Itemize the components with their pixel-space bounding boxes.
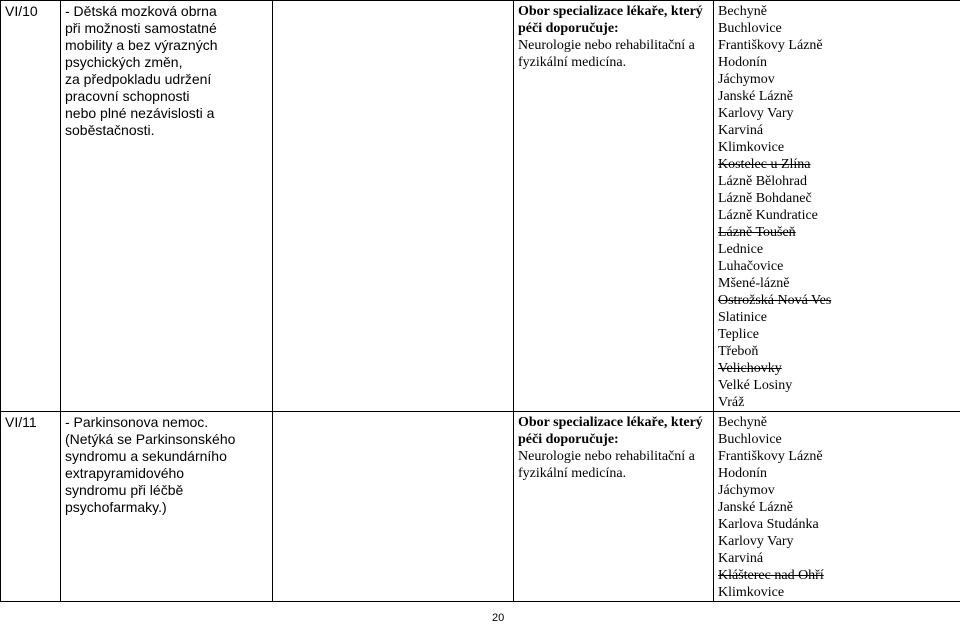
diagnosis-line: syndromu při léčbě (65, 482, 184, 498)
diagnosis-line: extrapyramidového (65, 465, 185, 481)
spa-place: Jáchymov (718, 483, 775, 498)
spa-place: Bechyně (718, 4, 767, 19)
spa-place: Velké Losiny (718, 378, 793, 393)
spa-place: Třeboň (718, 344, 759, 359)
page-number: 20 (492, 612, 505, 624)
spa-place-struck: Ostrožská Nová Ves (718, 293, 832, 308)
diagnosis-line: - Parkinsonova nemoc. (65, 414, 209, 430)
spa-place: Mšené-lázně (718, 276, 790, 291)
indication-code: VI/10 (1, 1, 61, 412)
spa-place: Buchlovice (718, 21, 782, 36)
spa-place: Karviná (718, 551, 764, 566)
empty-cell (273, 412, 514, 602)
spa-place: Lednice (718, 242, 764, 257)
diagnosis-line: mobility a bez výrazných (65, 37, 218, 53)
spa-place: Františkovy Lázně (718, 38, 823, 53)
diagnosis-line: za předpokladu udržení (65, 71, 212, 87)
spa-place: Hodonín (718, 55, 767, 70)
spa-place: Karviná (718, 123, 764, 138)
diagnosis-line: při možnosti samostatné (65, 20, 217, 36)
diagnosis-line: (Netýká se Parkinsonského (65, 431, 236, 447)
spa-place-struck: Velichovky (718, 361, 782, 376)
spa-place: Janské Lázně (718, 500, 794, 515)
indication-code: VI/11 (1, 412, 61, 602)
spa-places-cell (714, 412, 960, 602)
diagnosis-cell (61, 412, 273, 602)
specialization-text: Neurologie nebo rehabilitační a fyzikální medicína. (518, 38, 695, 70)
diagnosis-line: psychofarmaky.) (65, 499, 167, 515)
spa-place: Teplice (718, 327, 759, 342)
spa-place: Lázně Bělohrad (718, 174, 808, 189)
diagnosis-line: pracovní schopnosti (65, 88, 190, 104)
table-row (1, 1, 960, 412)
spa-place: Karlova Studánka (718, 517, 819, 532)
diagnosis-line: psychických změn, (65, 54, 183, 70)
spa-place-struck: Klášterec nad Ohří (718, 568, 824, 583)
diagnosis-cell (61, 1, 273, 412)
spa-place: Karlovy Vary (718, 106, 794, 121)
spa-place: Jáchymov (718, 72, 775, 87)
specialization-text: Neurologie nebo rehabilitační a fyzikální medicína. (518, 449, 695, 481)
spa-place: Vráž (718, 395, 745, 410)
spa-place: Klimkovice (718, 140, 785, 155)
diagnosis-line: soběstačnosti. (65, 122, 155, 138)
spa-place: Klimkovice (718, 585, 785, 600)
spa-place: Luhačovice (718, 259, 784, 274)
specialization-cell (514, 1, 714, 412)
spa-places-cell (714, 1, 960, 412)
spa-place: Hodonín (718, 466, 767, 481)
diagnosis-line: syndromu a sekundárního (65, 448, 227, 464)
specialization-title: Obor specializace lékaře, který péči doporučuje: (518, 415, 703, 447)
spa-place-struck: Kostelec u Zlína (718, 157, 811, 172)
empty-cell (273, 1, 514, 412)
spa-place: Františkovy Lázně (718, 449, 823, 464)
diagnosis-line: nebo plné nezávislosti a (65, 105, 215, 121)
table-row (1, 412, 960, 602)
spa-place: Lázně Kundratice (718, 208, 818, 223)
diagnosis-line: - Dětská mozková obrna (65, 3, 217, 19)
spa-place: Janské Lázně (718, 89, 794, 104)
spa-place: Karlovy Vary (718, 534, 794, 549)
specialization-title: Obor specializace lékaře, který péči doporučuje: (518, 4, 703, 36)
spa-place-struck: Lázně Toušeň (718, 225, 796, 240)
specialization-cell (514, 412, 714, 602)
spa-place: Buchlovice (718, 432, 782, 447)
spa-place: Slatinice (718, 310, 767, 325)
spa-place: Bechyně (718, 415, 767, 430)
spa-place: Lázně Bohdaneč (718, 191, 812, 206)
